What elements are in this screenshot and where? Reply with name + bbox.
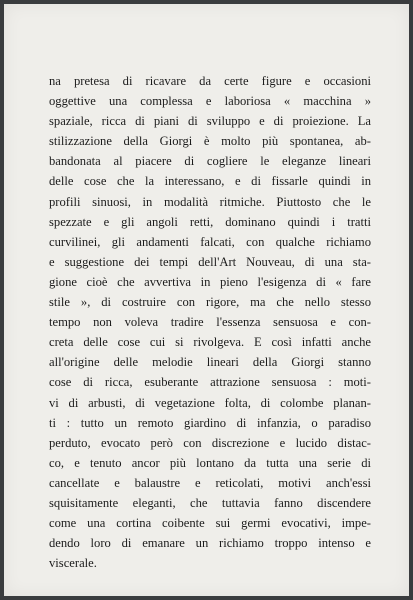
text-line: stilizzazione della Giorgi è molto più spontanea, ab-	[49, 134, 371, 149]
text-line: stile », di costruire con rigore, ma che nello stesso	[49, 295, 371, 310]
text-line: spezzate e gli angoli retti, dominano quindi i tratti	[49, 214, 371, 229]
text-line: viscerale.	[49, 556, 97, 571]
text-line: come una cortina coibente sui germi evocativi, impe-	[49, 516, 371, 531]
text-line: cose di ricca, esuberante attrazione sensuosa : moti-	[49, 375, 371, 390]
text-line: spaziale, ricca di piani di sviluppo e di proiezione. La	[49, 114, 371, 129]
text-line: gione cioè che avvertiva in pieno l'esigenza di « fare	[49, 274, 371, 289]
text-line: cancellate e balaustre e reticolati, motivi anch'essi	[49, 475, 371, 490]
text-line: dendo loro di emanare un richiamo troppo intenso e	[49, 536, 371, 551]
text-line: bandonata al piacere di cogliere le eleganze lineari	[49, 154, 371, 169]
book-page	[4, 4, 409, 596]
text-line: oggettive una complessa e laboriosa « macchina »	[49, 94, 371, 109]
text-line: co, e tenuto ancor più lontano da tutta una serie di	[49, 455, 371, 470]
text-line: perduto, evocato però con discrezione e lucido distac-	[49, 435, 371, 450]
text-line: e suggestione dei tempi dell'Art Nouveau, di una sta-	[49, 254, 371, 269]
text-line: delle cose che la interessano, e di fissarle quindi in	[49, 174, 371, 189]
text-line: vi di arbusti, di vegetazione folta, di colombe planan-	[49, 395, 371, 410]
body-text	[49, 71, 371, 573]
text-line: squisitamente eleganti, che tuttavia fanno discendere	[49, 495, 371, 510]
text-line: ti : tutto un remoto giardino di infanzia, o paradiso	[49, 415, 371, 430]
text-line: na pretesa di ricavare da certe figure e occasioni	[49, 74, 371, 88]
text-line: tempo non voleva tradire l'essenza sensuosa e con-	[49, 315, 371, 330]
text-line: all'origine delle melodie lineari della Giorgi stanno	[49, 355, 371, 370]
text-line: profili sinuosi, in modalità ritmiche. Piuttosto che le	[49, 194, 371, 209]
text-line: creta delle cose cui si rivolgeva. E così infatti anche	[49, 335, 371, 350]
text-line: curvilinei, gli andamenti falcati, con qualche richiamo	[49, 234, 371, 249]
